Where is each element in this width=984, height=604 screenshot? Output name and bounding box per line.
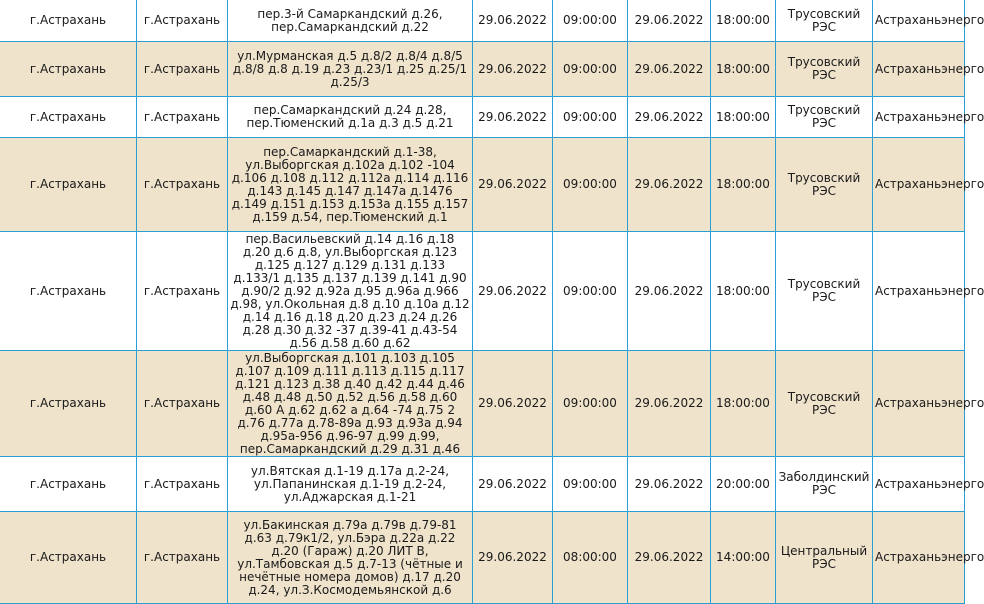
table-row (0, 457, 965, 512)
locality-cell: г.Астрахань (137, 97, 228, 138)
start-date-cell: 29.06.2022 (473, 138, 553, 232)
start-date-cell: 29.06.2022 (473, 232, 553, 351)
start-time-cell: 09:00:00 (553, 42, 628, 97)
start-time-cell: 09:00:00 (553, 232, 628, 351)
end-time-cell: 18:00:00 (711, 42, 776, 97)
company-cell: Астраханьэнерго (873, 97, 965, 138)
address-cell: ул.Выборгская д.101 д.103 д.105 д.107 д.109 д.111 д.113 д.115 д.117 д.121 д.123 д.38 д.40 д.42 д.44 д.46 д.48 д.48 д.50 д.52 д.56 д.58 д.60 д.60 А д.62 д.62 а д.64 -74 д.75 2 д.76 д.77а д.78-89а д.93 д.93а д.94 д.95а-956 д.96-97 д.99 д.99, пер.Самаркандский д.29 д.31 д.46 (228, 351, 473, 457)
end-date-cell: 29.06.2022 (628, 138, 711, 232)
locality-cell: г.Астрахань (137, 138, 228, 232)
address-cell: ул.Бакинская д.79а д.79в д.79-81 д.63 д.79к1/2, ул.Бэра д.22а д.22 д.20 (Гараж) д.20 ЛИТ В, ул.Тамбовская д.5 д.7-13 (чётные и нечётные номера домов) д.17 д.20 д.24, ул.З.Космодемьянской д.6 (228, 512, 473, 604)
district-cell: г.Астрахань (0, 97, 137, 138)
start-date-cell: 29.06.2022 (473, 457, 553, 512)
end-date-cell: 29.06.2022 (628, 97, 711, 138)
end-date-cell: 29.06.2022 (628, 457, 711, 512)
end-date-cell: 29.06.2022 (628, 0, 711, 42)
end-time-cell: 14:00:00 (711, 512, 776, 604)
start-time-cell: 09:00:00 (553, 351, 628, 457)
end-time-cell: 20:00:00 (711, 457, 776, 512)
table-row (0, 42, 965, 97)
start-time-cell: 09:00:00 (553, 0, 628, 42)
district-cell: г.Астрахань (0, 138, 137, 232)
res-cell: Центральный РЭС (776, 512, 873, 604)
table-row (0, 0, 965, 42)
district-cell: г.Астрахань (0, 457, 137, 512)
end-date-cell: 29.06.2022 (628, 351, 711, 457)
table-row (0, 512, 965, 604)
res-cell: Трусовский РЭС (776, 138, 873, 232)
table-row (0, 351, 965, 457)
res-cell: Трусовский РЭС (776, 42, 873, 97)
start-date-cell: 29.06.2022 (473, 0, 553, 42)
start-time-cell: 09:00:00 (553, 97, 628, 138)
start-time-cell: 08:00:00 (553, 512, 628, 604)
locality-cell: г.Астрахань (137, 42, 228, 97)
company-cell: Астраханьэнерго (873, 138, 965, 232)
start-date-cell: 29.06.2022 (473, 512, 553, 604)
table-row (0, 138, 965, 232)
company-cell: Астраханьэнерго (873, 0, 965, 42)
end-time-cell: 18:00:00 (711, 232, 776, 351)
res-cell: Трусовский РЭС (776, 232, 873, 351)
locality-cell: г.Астрахань (137, 0, 228, 42)
district-cell: г.Астрахань (0, 351, 137, 457)
company-cell: Астраханьэнерго (873, 512, 965, 604)
address-cell: ул.Вятская д.1-19 д.17а д.2-24, ул.Папанинская д.1-19 д.2-24, ул.Аджарская д.1-21 (228, 457, 473, 512)
address-cell: пер.Васильевский д.14 д.16 д.18 д.20 д.6 д.8, ул.Выборгская д.123 д.125 д.127 д.129 д.131 д.133 д.133/1 д.135 д.137 д.139 д.141 д.90 д.90/2 д.92 д.92а д.95 д.96а д.966 д.98, ул.Окольная д.8 д.10 д.10а д.12 д.14 д.16 д.18 д.20 д.23 д.24 д.26 д.28 д.30 д.32 -37 д.39-41 д.43-54 д.56 д.58 д.60 д.62 (228, 232, 473, 351)
res-cell: Трусовский РЭС (776, 351, 873, 457)
address-cell: пер.Самаркандский д.1-38, ул.Выборгская д.102а д.102 -104 д.106 д.108 д.112 д.112а д.114 д.116 д.143 д.145 д.147 д.147а д.1476 д.149 д.151 д.153 д.153а д.155 д.157 д.159 д.54, пер.Тюменский д.1 (228, 138, 473, 232)
locality-cell: г.Астрахань (137, 512, 228, 604)
locality-cell: г.Астрахань (137, 457, 228, 512)
end-date-cell: 29.06.2022 (628, 512, 711, 604)
address-cell: пер.3-й Самаркандский д.26, пер.Самаркандский д.22 (228, 0, 473, 42)
start-time-cell: 09:00:00 (553, 457, 628, 512)
res-cell: Трусовский РЭС (776, 97, 873, 138)
end-time-cell: 18:00:00 (711, 138, 776, 232)
res-cell: Заболдинский РЭС (776, 457, 873, 512)
end-time-cell: 18:00:00 (711, 97, 776, 138)
table-row (0, 232, 965, 351)
end-date-cell: 29.06.2022 (628, 232, 711, 351)
company-cell: Астраханьэнерго (873, 351, 965, 457)
end-time-cell: 18:00:00 (711, 351, 776, 457)
start-date-cell: 29.06.2022 (473, 351, 553, 457)
locality-cell: г.Астрахань (137, 232, 228, 351)
district-cell: г.Астрахань (0, 42, 137, 97)
start-time-cell: 09:00:00 (553, 138, 628, 232)
res-cell: Трусовский РЭС (776, 0, 873, 42)
district-cell: г.Астрахань (0, 0, 137, 42)
end-date-cell: 29.06.2022 (628, 42, 711, 97)
address-cell: пер.Самаркандский д.24 д.28, пер.Тюменский д.1а д.3 д.5 д.21 (228, 97, 473, 138)
company-cell: Астраханьэнерго (873, 42, 965, 97)
table-row (0, 97, 965, 138)
company-cell: Астраханьэнерго (873, 232, 965, 351)
district-cell: г.Астрахань (0, 512, 137, 604)
locality-cell: г.Астрахань (137, 351, 228, 457)
end-time-cell: 18:00:00 (711, 0, 776, 42)
start-date-cell: 29.06.2022 (473, 97, 553, 138)
start-date-cell: 29.06.2022 (473, 42, 553, 97)
address-cell: ул.Мурманская д.5 д.8/2 д.8/4 д.8/5 д.8/8 д.8 д.19 д.23 д.23/1 д.25 д.25/1 д.25/3 (228, 42, 473, 97)
company-cell: Астраханьэнерго (873, 457, 965, 512)
district-cell: г.Астрахань (0, 232, 137, 351)
